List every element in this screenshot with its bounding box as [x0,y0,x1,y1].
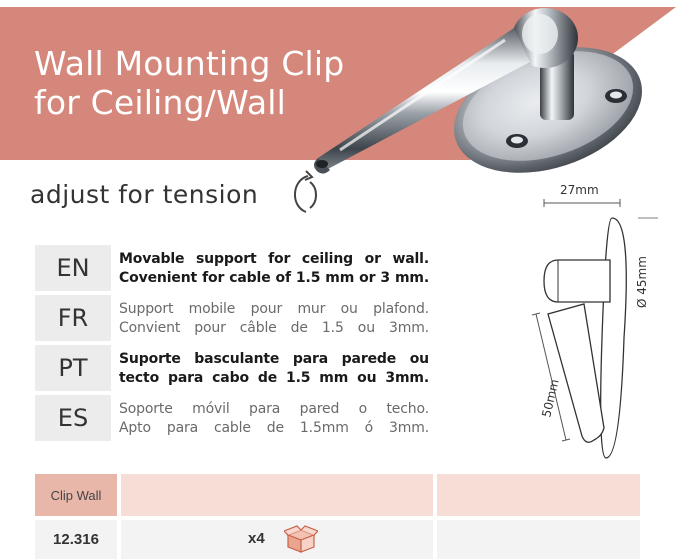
description-row-fr [35,295,435,341]
product-photo [300,0,676,185]
pack-quantity: x4 [248,530,265,547]
description-row-es [35,395,435,441]
description-line-2: Apto para cable de 1.5mm ó 3mm. [119,420,429,436]
title-line-1: Wall Mounting Clip [34,44,345,83]
description-line-2: tecto para cabo de 1.5 mm ou 3mm. [119,370,429,386]
description-text [119,250,429,288]
product-reference: 12.316 [53,531,99,548]
tagline: adjust for tension [30,180,259,209]
description-row-pt [35,345,435,391]
description-text [119,300,429,338]
arm-outline [548,304,604,442]
length-dimension-label: 50mm [539,377,562,419]
title-line-2: for Ceiling/Wall [34,83,286,122]
language-code: EN [35,245,111,291]
language-code: FR [35,295,111,341]
plate-outline [601,218,627,458]
description-line-1: Support mobile pour mur ou plafond. [119,301,429,317]
width-dimension-label: 27mm [560,183,599,197]
diameter-dimension-label: Ø 45mm [635,256,649,308]
table-header-cell [437,474,640,516]
language-code: ES [35,395,111,441]
table-row-cell [437,520,640,559]
language-code: PT [35,345,111,391]
rotate-arrow-icon [284,168,324,218]
table-header-label: Clip Wall [35,474,117,516]
description-text [119,350,429,388]
page-title [34,44,344,122]
technical-drawing [520,178,676,468]
description-text [119,400,429,438]
table-header-cell [121,474,433,516]
description-line-1: Movable support for ceiling or wall. [119,251,429,267]
description-row-en [35,245,435,291]
table-row-cell [121,520,433,559]
description-line-2: Covenient for cable of 1.5 mm or 3 mm. [119,270,429,286]
box-icon [284,525,318,555]
head-outline [544,260,610,302]
description-line-1: Soporte móvil para pared o techo. [119,401,429,417]
description-line-2: Convient pour câble de 1.5 ou 3mm. [119,320,429,336]
description-line-1: Suporte basculante para parede ou [119,351,429,367]
